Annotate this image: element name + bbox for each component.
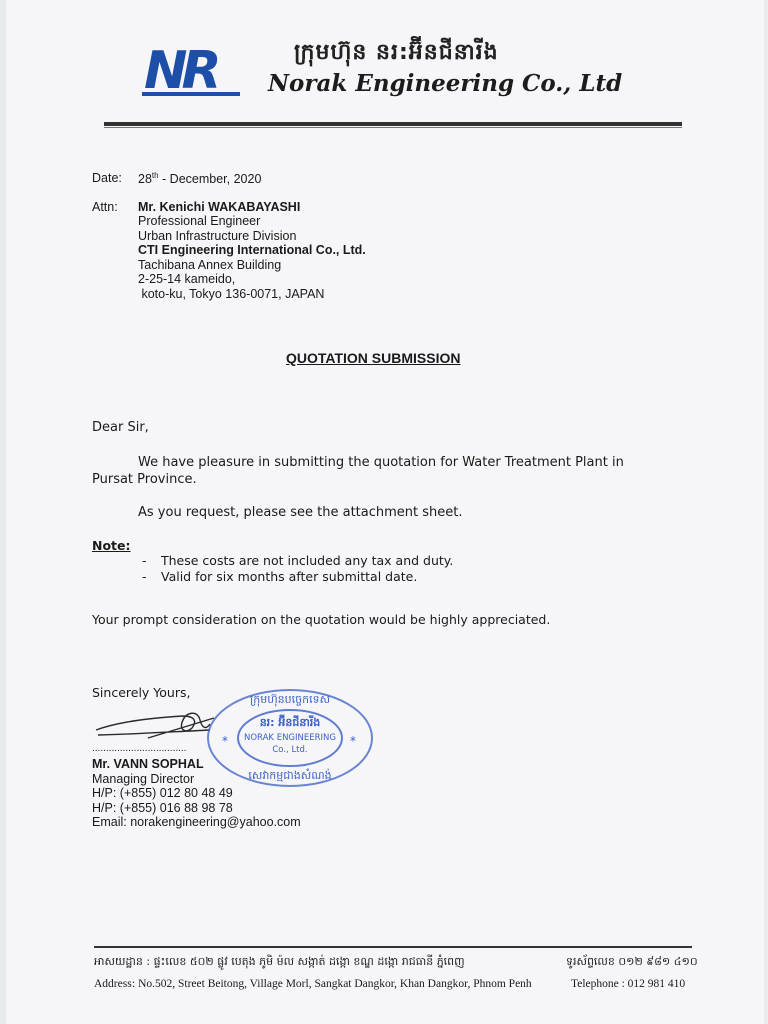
footer-phone-english: Telephone : 012 981 410 <box>571 978 686 990</box>
footer-address-khmer: អាសយដ្ឋាន : ផ្ទះលេខ ៥០២ ផ្លូវ បេតុង ភូមិ ម៉ល សង្កាត់ ដង្កោ ខណ្ឌ ដង្កោ រាជធានី ភ្នំពេញ <box>94 955 465 968</box>
signatory-email: Email: norakengineering@yahoo.com <box>92 815 301 829</box>
note-label: Note: <box>92 538 131 553</box>
closing-salutation: Sincerely Yours, <box>92 685 191 700</box>
note-bullet: - <box>142 553 147 568</box>
attn-division: Urban Infrastructure Division <box>138 229 297 243</box>
stamp-top-text: ក្រុមហ៊ុនបច្ចេកទេស <box>249 693 331 706</box>
stamp-company-suffix: Co., Ltd. <box>272 745 308 755</box>
document-title: QUOTATION SUBMISSION <box>286 350 461 366</box>
attn-street: 2-25-14 kameido, <box>138 272 236 286</box>
attn-city: koto-ku, Tokyo 136-0071, JAPAN <box>138 287 325 301</box>
note-item: Valid for six months after submittal date. <box>161 569 418 584</box>
attn-building: Tachibana Annex Building <box>138 258 282 272</box>
stamp-bottom-text: សេវាកម្មជាងសំណង់ <box>248 769 332 782</box>
attn-name: Mr. Kenichi WAKABAYASHI <box>138 200 301 214</box>
footer-divider <box>94 946 692 948</box>
company-logo <box>142 38 252 100</box>
logo-letters: NR <box>144 41 216 100</box>
closing-paragraph: Your prompt consideration on the quotation would be highly appreciated. <box>92 612 551 627</box>
signature-line: .................................. <box>92 743 187 754</box>
footer-address-english: : No.502, Street Beitong, Village Morl, Sangkat Dangkor, Khan Dangkor, Phnom Penh <box>132 978 532 990</box>
company-name-english: Norak Engineering Co., Ltd <box>268 70 623 97</box>
date-suffix: th <box>151 171 159 180</box>
paragraph-1-line-1: We have pleasure in submitting the quotation for Water Treatment Plant in <box>138 455 624 470</box>
header-divider-thin <box>104 127 682 128</box>
signatory-phone: H/P: (+855) 012 80 48 49 <box>92 786 233 800</box>
salutation: Dear Sir, <box>92 420 149 435</box>
stamp-english-name: NORAK ENGINEERING <box>244 733 336 743</box>
date-label: Date: <box>92 171 122 185</box>
footer-address-label: Address <box>94 978 132 990</box>
note-item: These costs are not included any tax and duty. <box>161 553 454 568</box>
company-stamp <box>198 683 378 793</box>
footer-phone-khmer: ទូរស័ព្ទលេខ ០១២ ៩៨១ ៤១០ <box>566 955 698 968</box>
stamp-khmer-name: នរ: អ៊ីនជីនារីង <box>259 716 321 729</box>
signatory-title: Managing Director <box>92 772 195 786</box>
signatory-phone: H/P: (+855) 016 88 98 78 <box>92 801 233 815</box>
date-day: 28 <box>138 172 152 187</box>
letter-page <box>6 0 764 1024</box>
star-icon: * <box>222 734 228 748</box>
signatory-name: Mr. VANN SOPHAL <box>92 757 204 771</box>
date-value <box>138 171 261 186</box>
paragraph-1-line-2: Pursat Province. <box>92 472 197 487</box>
date-rest: - December, 2020 <box>158 172 262 187</box>
attn-title: Professional Engineer <box>138 214 261 228</box>
attn-company: CTI Engineering International Co., Ltd. <box>138 243 366 257</box>
company-name-khmer: ក្រុមហ៊ុន នរ:អ៊ីនជីនារីង <box>294 40 499 65</box>
note-bullet: - <box>142 569 147 584</box>
header-divider <box>104 122 682 126</box>
paragraph-2: As you request, please see the attachment sheet. <box>138 505 463 520</box>
attn-label: Attn: <box>92 200 118 214</box>
star-icon: * <box>350 734 356 748</box>
